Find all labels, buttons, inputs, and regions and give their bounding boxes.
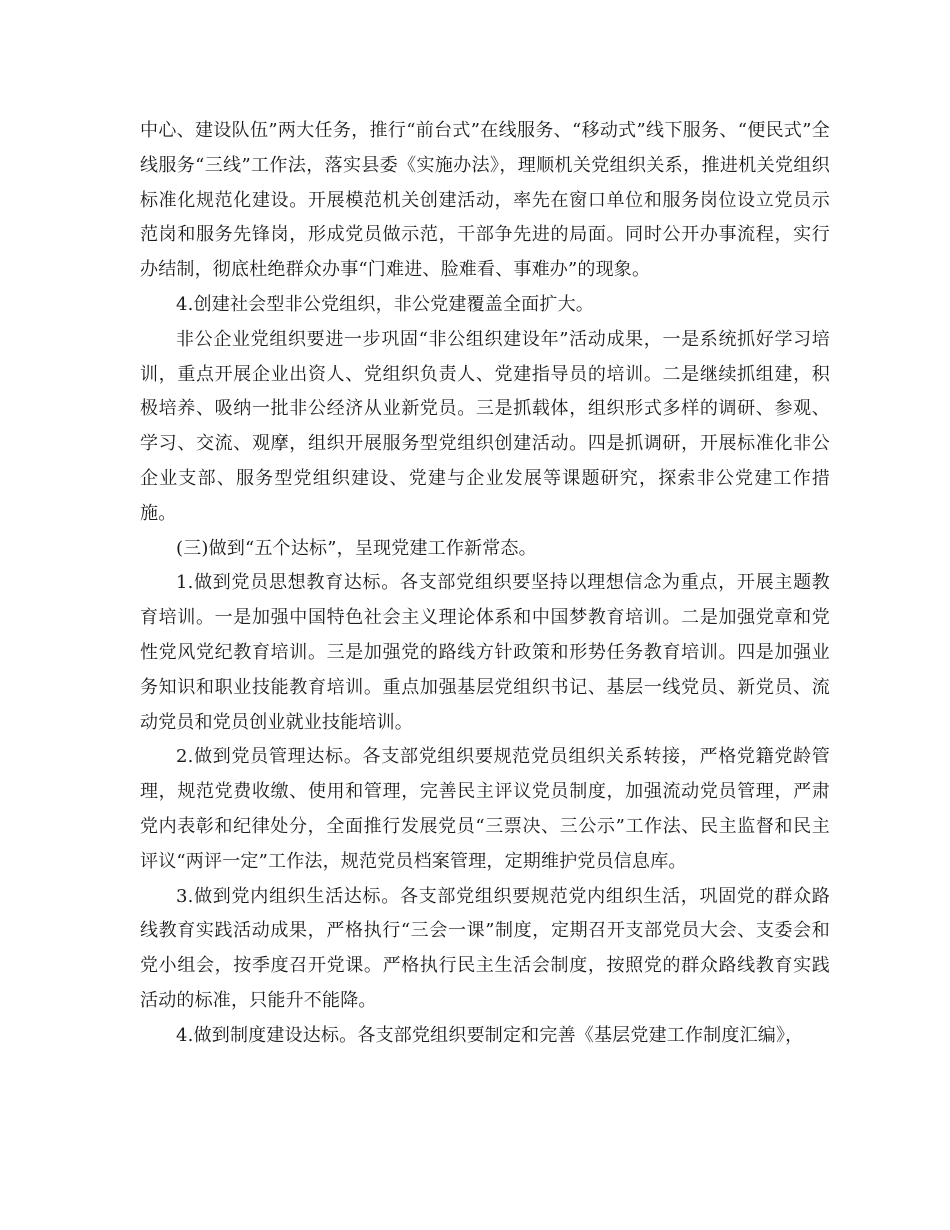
paragraph-ideological-education: 1.做到党员思想教育达标。各支部党组织要坚持以理想信念为重点，开展主题教育培训。一是加强中国特色社会主义理论体系和中国梦教育培训。二是加强党章和党性党风党纪教育培训。三是加强党的路线方针政策和形势任务教育培训。四是加强业务知识和职业技能教育培训。重点加强基层党组织书记、基层一线党员、新党员、流动党员和党员创业就业技能培训。 — [140, 572, 830, 733]
section-heading-five-standards: (三)做到“五个达标”，呈现党建工作新常态。 — [176, 537, 537, 559]
paragraph-nonpublic-enterprise: 非公企业党组织要进一步巩固“非公组织建设年”活动成果，一是系统抓好学习培训，重点开展企业出资人、党组织负责人、党建指导员的培训。二是继续抓组建，积极培养、吸纳一批非公经济从业新党员。三是抓载体，组织形式多样的调研、参观、学习、交流、观摩，组织开展服务型党组织创建活动。四是抓调研，开展标准化非公企业支部、服务型党组织建设、党建与企业发展等课题研究，探索非公党建工作措施。 — [140, 328, 830, 524]
paragraph-continuation: 中心、建设队伍”两大任务，推行“前台式”在线服务、“移动式”线下服务、“便民式”全线服务“三线”工作法，落实县委《实施办法》，理顺机关党组织关系，推进机关党组织标准化规范化建设。开展模范机关创建活动，率先在窗口单位和服务岗位设立党员示范岗和服务先锋岗，形成党员做示范，干部争先进的局面。同时公开办事流程，实行办结制，彻底杜绝群众办事“门难进、脸难看、事难办”的现象。 — [140, 120, 830, 281]
paragraph-heading-nonpublic-party: 4.创建社会型非公党组织，非公党建覆盖全面扩大。 — [176, 293, 594, 315]
paragraph-member-management: 2.做到党员管理达标。各支部党组织要规范党员组织关系转接，严格党籍党龄管理，规范党费收缴、使用和管理，完善民主评议党员制度，加强流动党员管理，严肃党内表彰和纪律处分，全面推行发展党员“三票决、三公示”工作法、民主监督和民主评议“两评一定”工作法，规范党员档案管理，定期维护党员信息库。 — [140, 746, 830, 872]
paragraph-system-construction: 4.做到制度建设达标。各支部党组织要制定和完善《基层党建工作制度汇编》， — [176, 1024, 804, 1046]
paragraph-organizational-life: 3.做到党内组织生活达标。各支部党组织要规范党内组织生活，巩固党的群众路线教育实践活动成果，严格执行“三会一课”制度，定期召开支部党员大会、支委会和党小组会，按季度召开党课。严格执行民主生活会制度，按照党的群众路线教育实践活动的标准，只能升不能降。 — [140, 885, 830, 1011]
document-body — [140, 114, 830, 1054]
